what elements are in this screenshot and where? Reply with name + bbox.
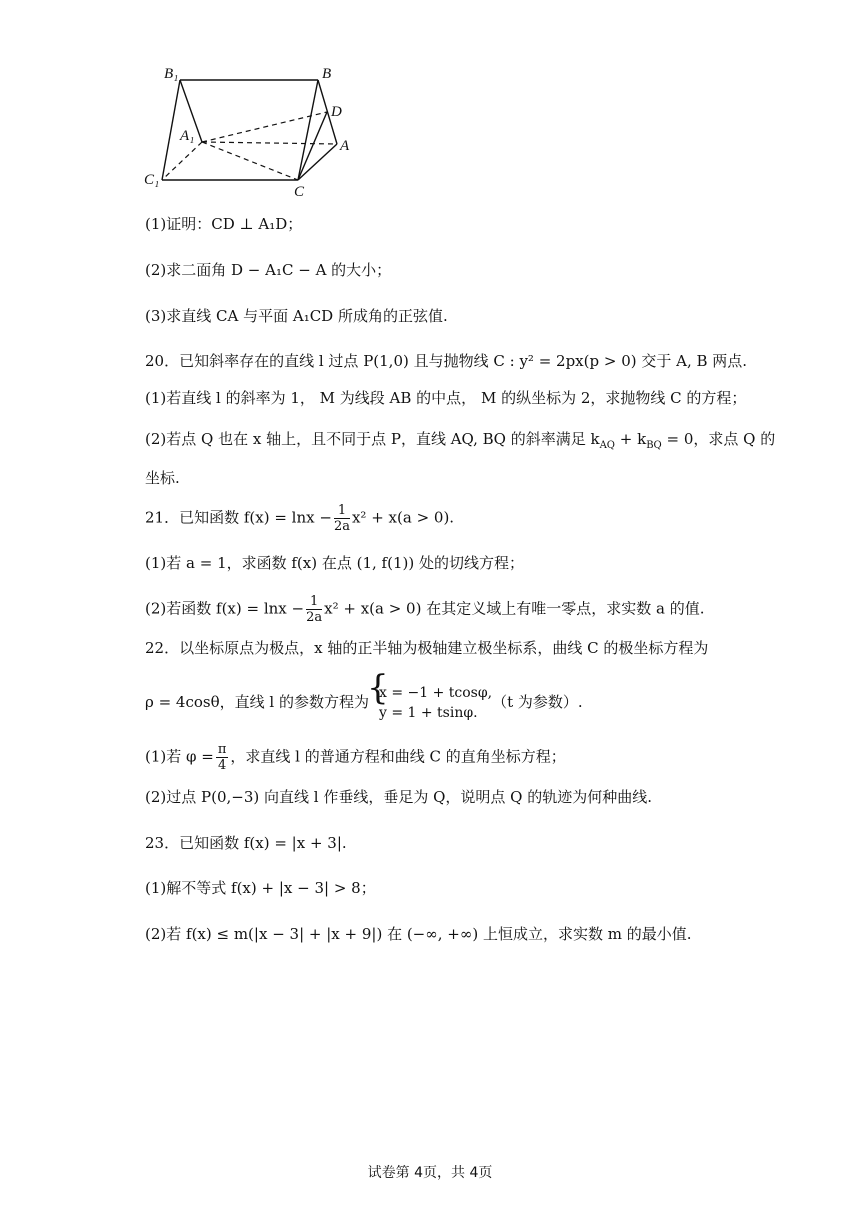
label-b: B xyxy=(322,66,332,82)
q22-sys-y: y = 1 + tsinφ. xyxy=(378,705,478,721)
q21-part2 xyxy=(145,594,704,625)
q23-part1: (1)解不等式 f(x) + |x − 3| > 8； xyxy=(145,879,376,897)
q20-sub-aq: AQ xyxy=(599,440,615,451)
q22-stem-line2 xyxy=(145,683,583,723)
edge-a1-a xyxy=(202,142,337,144)
q22-equation-system xyxy=(369,683,492,723)
page-footer: 试卷第 4页，共 4页 xyxy=(367,1165,493,1181)
q19-part1: (1)证明：CD ⊥ A₁D； xyxy=(145,215,303,233)
q20-stem: 20．已知斜率存在的直线 l 过点 P(1,0) 且与抛物线 C : y² = 2px(p > 0) 交于 A, B 两点. xyxy=(145,352,748,370)
q22-sys-x: { x = −1 + tcosφ, xyxy=(378,685,493,701)
q20-part2-mid: + k xyxy=(615,430,647,448)
q21-frac-den: 2a xyxy=(333,519,350,534)
q22-pi-fraction xyxy=(216,742,229,773)
label-c: C xyxy=(294,184,305,200)
q20-part2-a: (2)若点 Q 也在 x 轴上，且不同于点 P，直线 AQ, BQ 的斜率满足 k xyxy=(145,430,600,448)
edge-b1-c1 xyxy=(162,80,180,180)
q21-stem xyxy=(145,503,454,534)
q20-part2 xyxy=(145,428,775,457)
q22-part1-a: (1)若 φ = xyxy=(145,747,214,766)
label-d: D xyxy=(331,104,342,120)
q22-part2: (2)过点 P(0,−3) 向直线 l 作垂线，垂足为 Q，说明点 Q 的轨迹为何种曲线. xyxy=(145,788,653,806)
q22-frac-den: 4 xyxy=(217,758,227,773)
q22-stem2-b: （t 为参数）. xyxy=(492,693,583,711)
q22-part1 xyxy=(145,742,566,773)
q21-p2-frac-num: 1 xyxy=(306,594,322,610)
edge-d-c xyxy=(298,112,327,180)
q23-stem: 23．已知函数 f(x) = |x + 3|. xyxy=(145,834,347,852)
label-b1: B₁ xyxy=(164,66,179,82)
q22-stem2-a: ρ = 4cosθ，直线 l 的参数方程为 xyxy=(145,693,369,711)
q19-part3: (3)求直线 CA 与平面 A₁CD 所成角的正弦值. xyxy=(145,307,448,325)
q21-p2-frac-den: 2a xyxy=(306,610,323,625)
q21-part2-a: (2)若函数 f(x) = lnx − xyxy=(145,599,305,618)
q21-part2-fraction xyxy=(306,594,322,625)
label-c1: C₁ xyxy=(144,172,160,188)
q21-stem-a: 21．已知函数 f(x) = lnx − xyxy=(145,508,332,527)
edge-a1-c xyxy=(202,142,298,180)
q22-part1-b: ，求直线 l 的普通方程和曲线 C 的直角坐标方程； xyxy=(230,747,566,766)
q20-sub-bq: BQ xyxy=(646,440,662,451)
prism-figure xyxy=(138,62,368,202)
q22-frac-num: π xyxy=(217,742,227,757)
label-a: A xyxy=(340,138,350,154)
q22-stem-line1: 22．以坐标原点为极点，x 轴的正半轴为极轴建立极坐标系，曲线 C 的极坐标方程为 xyxy=(145,639,709,657)
q21-frac-num: 1 xyxy=(334,503,350,519)
q19-part2: (2)求二面角 D − A₁C − A 的大小； xyxy=(145,261,392,279)
q23-part2: (2)若 f(x) ≤ m(|x − 3| + |x + 9|) 在 (−∞, +∞) 上恒成立，求实数 m 的最小值. xyxy=(145,925,692,943)
label-a1: A₁ xyxy=(180,128,195,144)
q21-part1: (1)若 a = 1，求函数 f(x) 在点 (1, f(1)) 处的切线方程； xyxy=(145,554,524,572)
q20-part2-b: = 0，求点 Q 的 xyxy=(661,430,776,448)
q21-stem-b: x² + x(a > 0). xyxy=(351,508,455,527)
q20-part2-cont: 坐标. xyxy=(145,469,180,487)
q21-fraction xyxy=(334,503,350,534)
q20-part1: (1)若直线 l 的斜率为 1， M 为线段 AB 的中点， M 的纵坐标为 2，求抛物线 C 的方程； xyxy=(145,389,747,407)
q21-part2-b: x² + x(a > 0) 在其定义域上有唯一零点，求实数 a 的值. xyxy=(324,599,705,618)
